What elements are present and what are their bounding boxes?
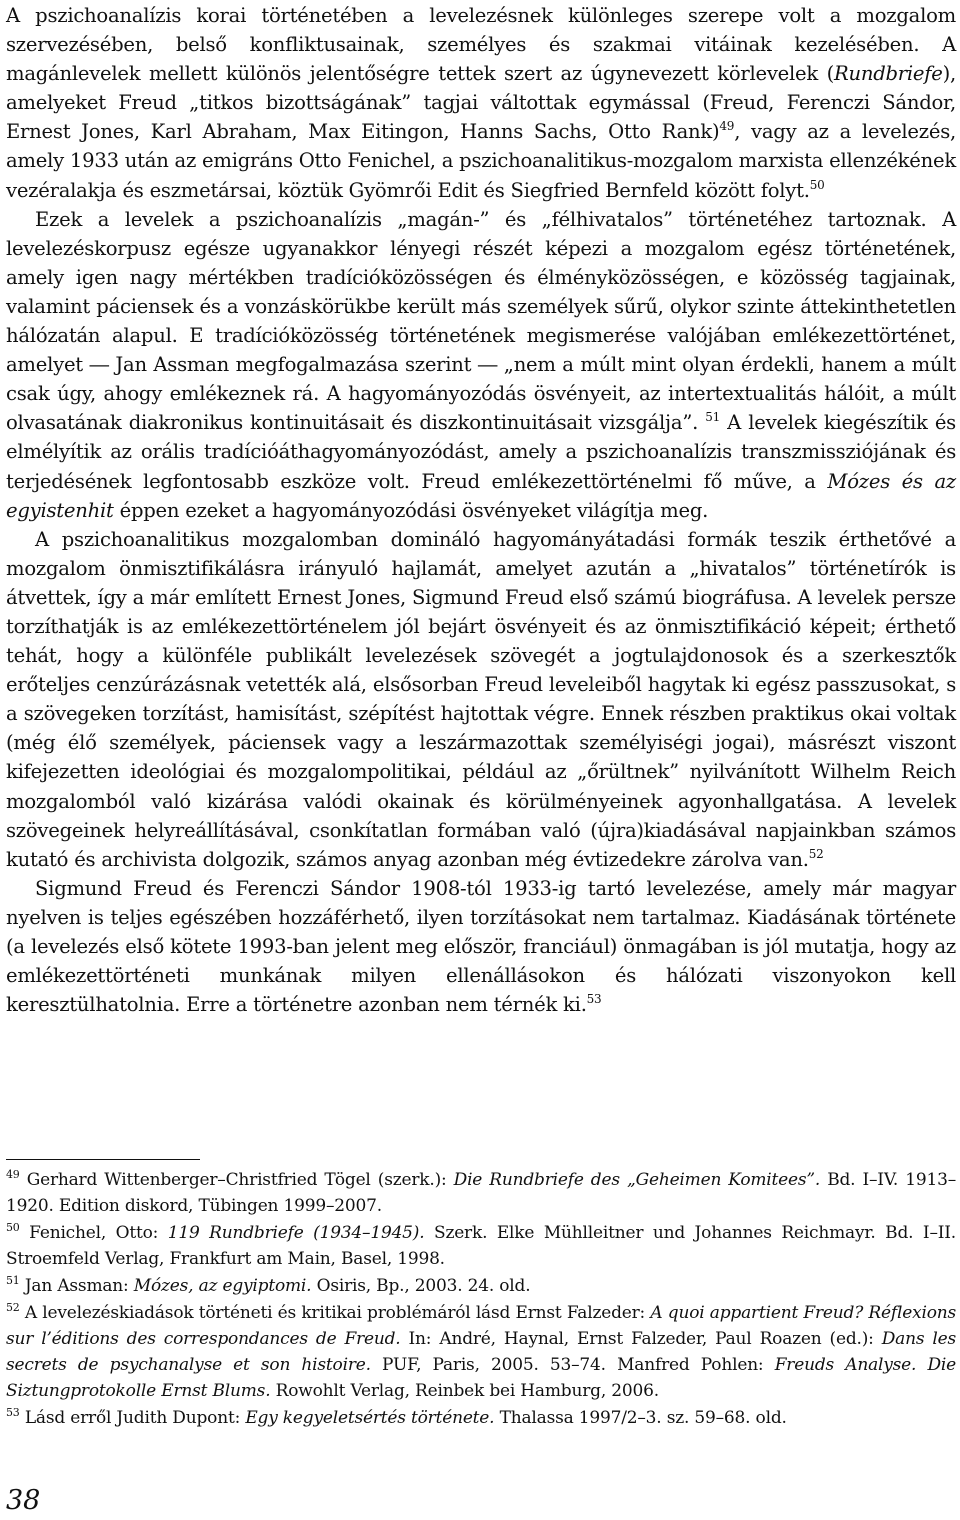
footnote-number: 53 — [6, 1406, 20, 1420]
footnote-ref-49[interactable]: 49 — [719, 119, 735, 134]
page-number: 38 — [6, 1485, 41, 1516]
paragraph-2 — [6, 205, 956, 525]
text-run: Szerk. Elke Mühlleitner und Johannes Reichmayr. Bd. I–II. Stroemfeld Verlag, Frankfurt am Main, Basel, 1998. — [6, 1223, 956, 1269]
footnote-ref-51[interactable]: 51 — [705, 410, 721, 425]
text-run: A pszichoanalitikus mozgalomban domináló hagyományátadási formák teszik érthetővé a mozgalom önmisztifikálásra irányuló hajlamát, amelyet azután a „hivatalos” történetírók is átvettek, így a már említett Ernest Jones, Sigmund Freud első számú biográfusa. A levelek persze torzíthatják is az emlékezettörténelem jól bejárt ösvényeit és az önmisztifikáció képeit; érthető tehát, hogy a különféle publikált levelezések szövegét a jogtulajdonosok és a szerkesztők erőteljes cenzúrázásnak vetették alá, elsősorban Freud leveleiből hagytak ki egész passzusokat, s a szövegeken torzítást, hamisítást, szépítést hajtottak végre. Ennek részben praktikus okai voltak (még élő személyek, páciensek vagy a leszármazottak személyiségi jogai), másrészt viszont kifejezetten ideológiai és mozgalompolitikai, például az „őrültnek” nyilvánított Wilhelm Reich mozgalomból való kizárása valódi okainak és körülményeinek agyonhallgatása. A levelek szövegeinek helyreállításával, csonkítatlan formában való (újra)kiadásával napjainkban számos kutató és archivista dolgozik, számos anyag azonban még évtizedekre zárolva van. — [6, 527, 956, 871]
paragraph-4 — [6, 874, 956, 1019]
text-run: , vagy az a levelezés, amely 1933 után az emigráns Otto Fenichel, a pszichoanalitikus-mozgalom marxista ellenzékének vezéralakja és eszmetársai, köztük Gyömrői Edit és Siegfried Bernfeld között folyt. — [6, 120, 956, 202]
footnote-number: 51 — [6, 1274, 20, 1288]
text-run: Ezek a levelek a pszichoanalízis „magán-” és „félhivatalos” történetéhez tartoznak. A levelezéskorpusz egésze ugyanakkor lényegi részét képezi a mozgalom egész történetének, amely igen nagy mértékben tradícióközösségen és élményközösségen, e közösség tagjainak, valamint páciensek és a vonzáskörükbe került más személyek sűrű, olykor szinte áttekinthetetlen hálózatán alapul. E tradícióközösség történetének megismerése valójában emlékezettörténet, amelyet ― Jan Assman megfogalmazása szerint ― „nem a múlt mint olyan érdekli, hanem a múlt csak úgy, ahogy emlékeznek rá. A hagyományozódás ösvényeit, az intertextualitás hálóit, a múlt olvasatának diakronikus kontinuitásait és diszkontinuitásait vizsgálja”. — [6, 207, 956, 435]
text-run: Bd. I–IV. 1913–1920. Edition diskord, Tübingen 1999–2007. — [6, 1170, 956, 1216]
text-run: A levelezéskiadások történeti és kritikai problémáról lásd Ernst Falzeder: — [19, 1303, 651, 1324]
footnote-ref-53[interactable]: 53 — [586, 992, 602, 1007]
italic-term: Rundbriefe — [833, 62, 943, 86]
text-run: Gerhard Wittenberger–Christfried Tögel (szerk.): — [19, 1170, 454, 1190]
text-run: Sigmund Freud és Ferenczi Sándor 1908-tól 1933-ig tartó levelezése, amely már magyar nyelven is teljes egészében hozzáférhető, ilyen torzításokat nem tartalmaz. Kiadásának története (a levelezés első kötete 1993-ban jelent meg először, franciául) önmagában is jól mutatja, hogy az emlékezettörténeti munkának milyen ellenállásokon és hálózati viszonyokon kell keresztülhatolnia. Erre a történetre azonban nem térnék ki. — [6, 876, 956, 1017]
footnote-number: 52 — [6, 1301, 20, 1315]
text-run: Thalassa 1997/2–3. sz. 59–68. old. — [494, 1408, 787, 1429]
text-run: A levelek kiegészítik és elmélyítik az orális tradícióáthagyományozódást, amely a pszichoanalízis transzmissziójának és terjedésének legfontosabb eszköze volt. Freud emlékezettörténelmi fő műve, a — [6, 411, 956, 493]
paragraph-1 — [6, 1, 956, 205]
text-run: A pszichoanalízis korai történetében a levelezésnek különleges szerepe volt a mozgalom szervezésében, belső konfliktusainak, személyes és szakmai vitáinak kezelésében. A magánlevelek mellett különös jelentőségre tettek szert az úgynevezett körlevelek ( — [6, 4, 956, 86]
text-run: Osiris, Bp., 2003. 24. old. — [311, 1276, 531, 1297]
italic-title: Mózes, az egyiptomi. — [133, 1276, 312, 1297]
text-run: Fenichel, Otto: — [19, 1223, 168, 1244]
text-run: PUF, Paris, 2005. 53–74. Manfred Pohlen: — [370, 1355, 775, 1376]
text-run: Jan Assman: — [19, 1276, 134, 1297]
body-text — [6, 1, 956, 1019]
footnote-50 — [6, 1221, 956, 1273]
text-run: éppen ezeket a hagyományozódási ösvényeket világítja meg. — [113, 498, 709, 522]
footnote-separator — [6, 1159, 200, 1160]
footnote-ref-50[interactable]: 50 — [809, 177, 825, 192]
italic-title: Egy kegyeletsértés története. — [245, 1408, 495, 1429]
text-run: Lásd erről Judith Dupont: — [19, 1408, 246, 1429]
footnote-53 — [6, 1406, 956, 1432]
footnote-number: 49 — [6, 1168, 20, 1181]
footnote-51 — [6, 1274, 956, 1300]
italic-title: A quoi appartient Freud? Réflexions sur l’éditions des correspondances de Freud. — [6, 1303, 956, 1350]
footnote-ref-52[interactable]: 52 — [808, 846, 824, 861]
text-run: In: André, Haynal, Ernst Falzeder, Paul Roazen (ed.): — [400, 1329, 882, 1350]
footnote-52 — [6, 1301, 956, 1404]
footnote-number: 50 — [6, 1221, 20, 1235]
italic-title: 119 Rundbriefe (1934–1945). — [167, 1223, 425, 1244]
footnote-49 — [6, 1168, 956, 1220]
italic-title: Die Rundbriefe des „Geheimen Komitees”. — [453, 1170, 821, 1190]
italic-title: Dans les secrets de psychanalyse et son histoire. — [6, 1329, 957, 1376]
text-run: ), amelyeket Freud „titkos bizottságának” tagjai váltottak egymással (Freud, Ferenczi Sándor, Ernest Jones, Karl Abraham, Max Eitingon, Hanns Sachs, Otto Rank) — [6, 62, 956, 144]
footnotes — [6, 1168, 956, 1433]
text-run: Rowohlt Verlag, Reinbek bei Hamburg, 2006. — [270, 1380, 659, 1401]
italic-title: Mózes és az egyistenhit — [6, 469, 956, 522]
italic-title: Freuds Analyse. Die Siztungprotokolle Ernst Blums. — [6, 1355, 956, 1401]
paragraph-3 — [6, 525, 956, 874]
